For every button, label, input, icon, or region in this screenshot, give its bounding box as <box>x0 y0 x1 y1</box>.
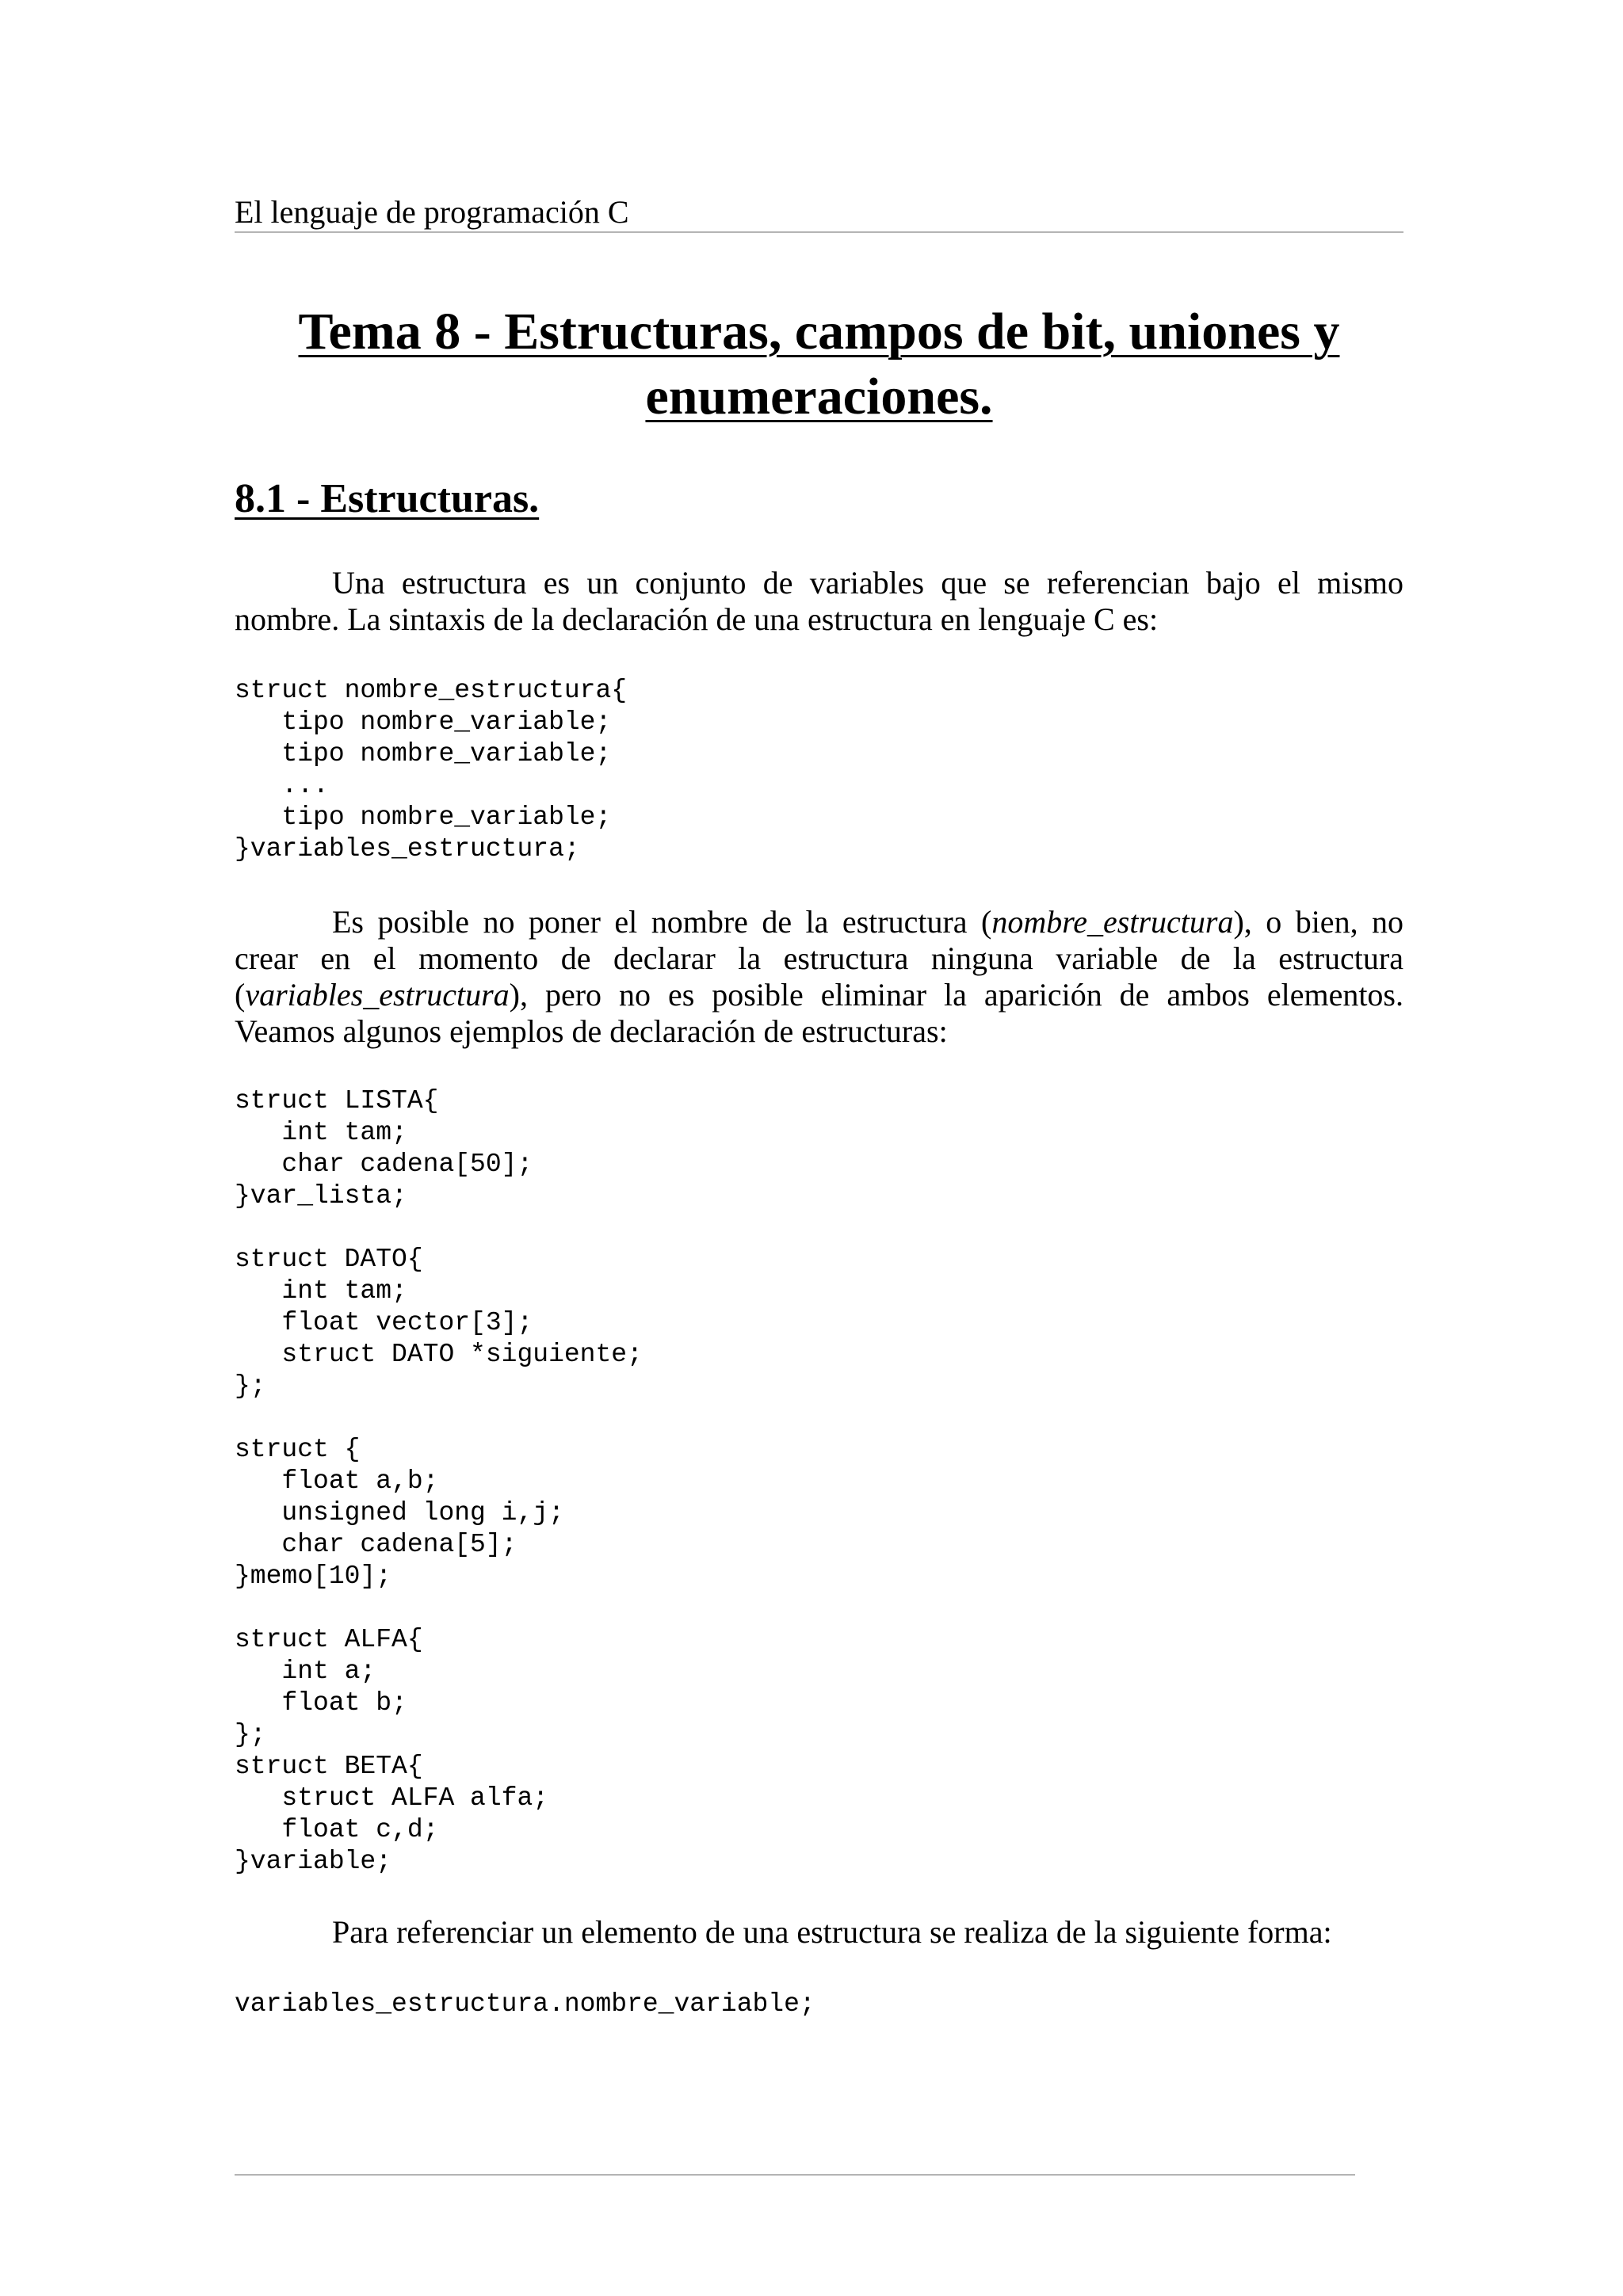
chapter-title: Tema 8 - Estructuras, campos de bit, uniones y enumeraciones. <box>298 303 1340 425</box>
paragraph-text: ), o bien, no crear en el momento de declarar la estructura ninguna variable de la estructura ( <box>235 904 1404 1013</box>
member-access-code: variables_estructura.nombre_variable; <box>235 1989 815 2019</box>
section-heading: 8.1 - Estructuras. <box>235 476 540 521</box>
paragraph-text: Es posible no poner el nombre de la estructura ( <box>332 904 992 940</box>
optional-names-paragraph <box>235 904 1403 1050</box>
footer-rule <box>235 2174 1355 2176</box>
struct-examples-code: struct LISTA{ int tam; char cadena[50]; }var_lista; struct DATO{ int tam; float vector[3]; struct DATO *siguiente; }; struct { float a,b; unsigned long i,j; char cadena[5]; }memo[10]; struct ALFA{ int a; float b; }; struct BETA{ struct ALFA alfa; float c,d; }variable; <box>235 1086 643 1876</box>
emphasis-term: variables_estructura <box>245 977 510 1013</box>
paragraph-text: ), pero no es posible eliminar la aparición de ambos elementos. Veamos algunos ejemplos de declaración de estructuras: <box>235 977 1403 1049</box>
emphasis-term: nombre_estructura <box>991 904 1234 940</box>
intro-paragraph: Una estructura es un conjunto de variables que se referencian bajo el mismo nombre. La sintaxis de la declaración de una estructura en lenguaje C es: <box>235 565 1403 637</box>
struct-syntax-code: struct nombre_estructura{ tipo nombre_variable; tipo nombre_variable; ... tipo nombre_variable; }variables_estructura; <box>235 676 628 864</box>
reference-paragraph: Para referenciar un elemento de una estructura se realiza de la siguiente forma: <box>332 1914 1332 1950</box>
running-header: El lenguaje de programación C <box>235 193 1403 233</box>
